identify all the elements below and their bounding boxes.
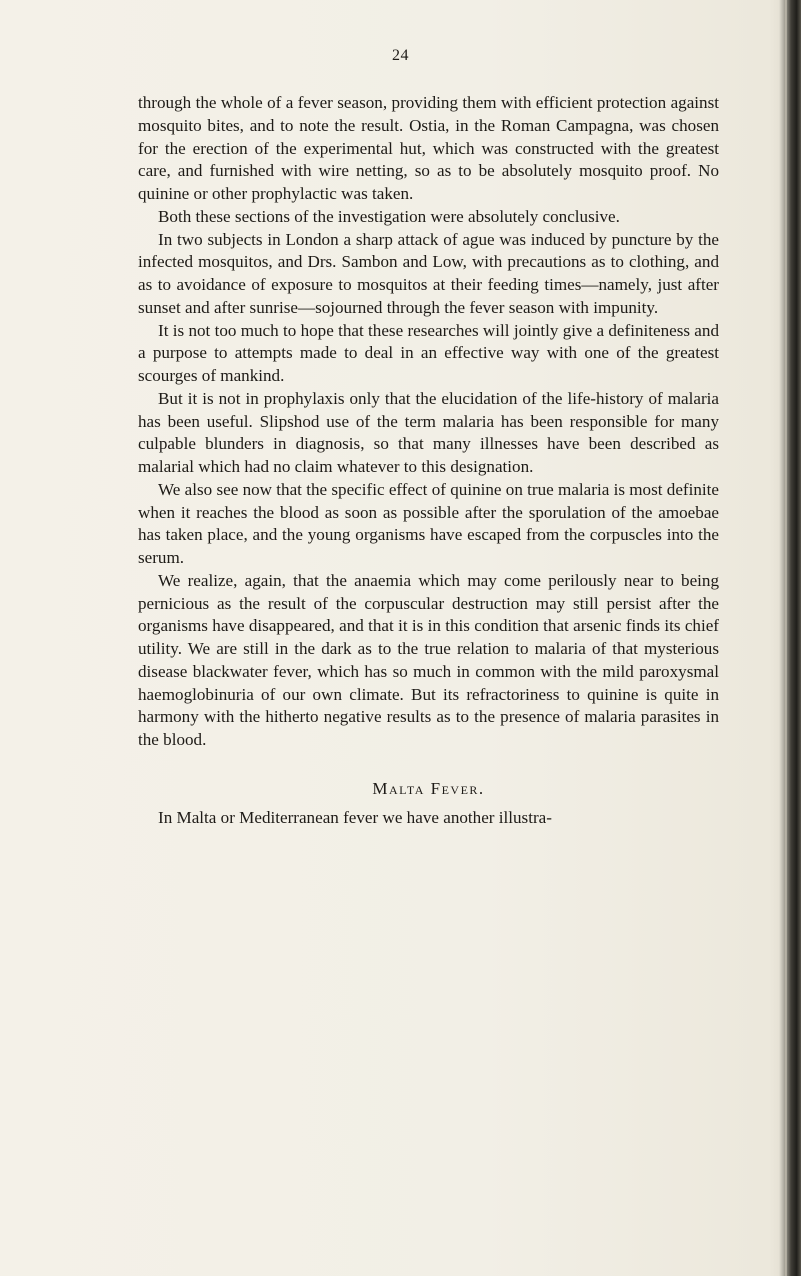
body-text (138, 92, 719, 829)
paragraph: It is not too much to hope that these researches will jointly give a definiteness and a purpose to attempts made to deal in an effective way with one of the greatest scourges of mankind. (138, 320, 719, 385)
paragraph: We realize, again, that the anaemia which may come perilously near to being pernicious as the result of the corpuscular destruction may still persist after the organisms have disappeared, and that it is in this condition that arsenic finds its chief utility. We are still in the dark as to the true relation to malaria of that mysterious disease blackwater fever, which has so much in common with the mild paroxysmal haemoglobinuria of our own climate. But its refractoriness to quinine is quite in harmony with the hitherto negative results as to the presence of malaria parasites in the blood. (138, 570, 719, 749)
section-first-line: In Malta or Mediterranean fever we have another illustra- (158, 807, 552, 827)
paragraph: But it is not in prophylaxis only that the elucidation of the life-history of malaria has been useful. Slipshod use of the term malaria has been responsible for many culpable blunders in diagnosis, so that many illnesses have been described as malarial which had no claim whatever to this designation. (138, 388, 719, 476)
paragraph: Both these sections of the investigation were absolutely conclusive. (158, 206, 620, 226)
paragraph: We also see now that the specific effect of quinine on true malaria is most definite when it reaches the blood as soon as possible after the sporulation of the amoebae has taken place, and the young organisms have escaped from the corpuscles into the serum. (138, 479, 719, 567)
page-number: 24 (392, 47, 409, 64)
paragraph-continuation: through the whole of a fever season, providing them with efficient protection against mosquito bites, and to note the result. Ostia, in the Roman Campagna, was chosen for the erection of the experimental hut, which was constructed with the greatest care, and furnished with wire netting, so as to be absolutely mosquito proof. No quinine or other prophylactic was taken. (138, 93, 719, 203)
book-binding-edge (779, 0, 801, 1276)
section-heading: Malta Fever. (372, 778, 485, 798)
paragraph: In two subjects in London a sharp attack of ague was induced by puncture by the infected mosquitos, and Drs. Sambon and Low, with precautions as to clothing, and as to avoidance of exposure to mosquitos at their feeding times—namely, just after sunset and after sunrise—sojourned through the fever season with impunity. (138, 229, 719, 317)
